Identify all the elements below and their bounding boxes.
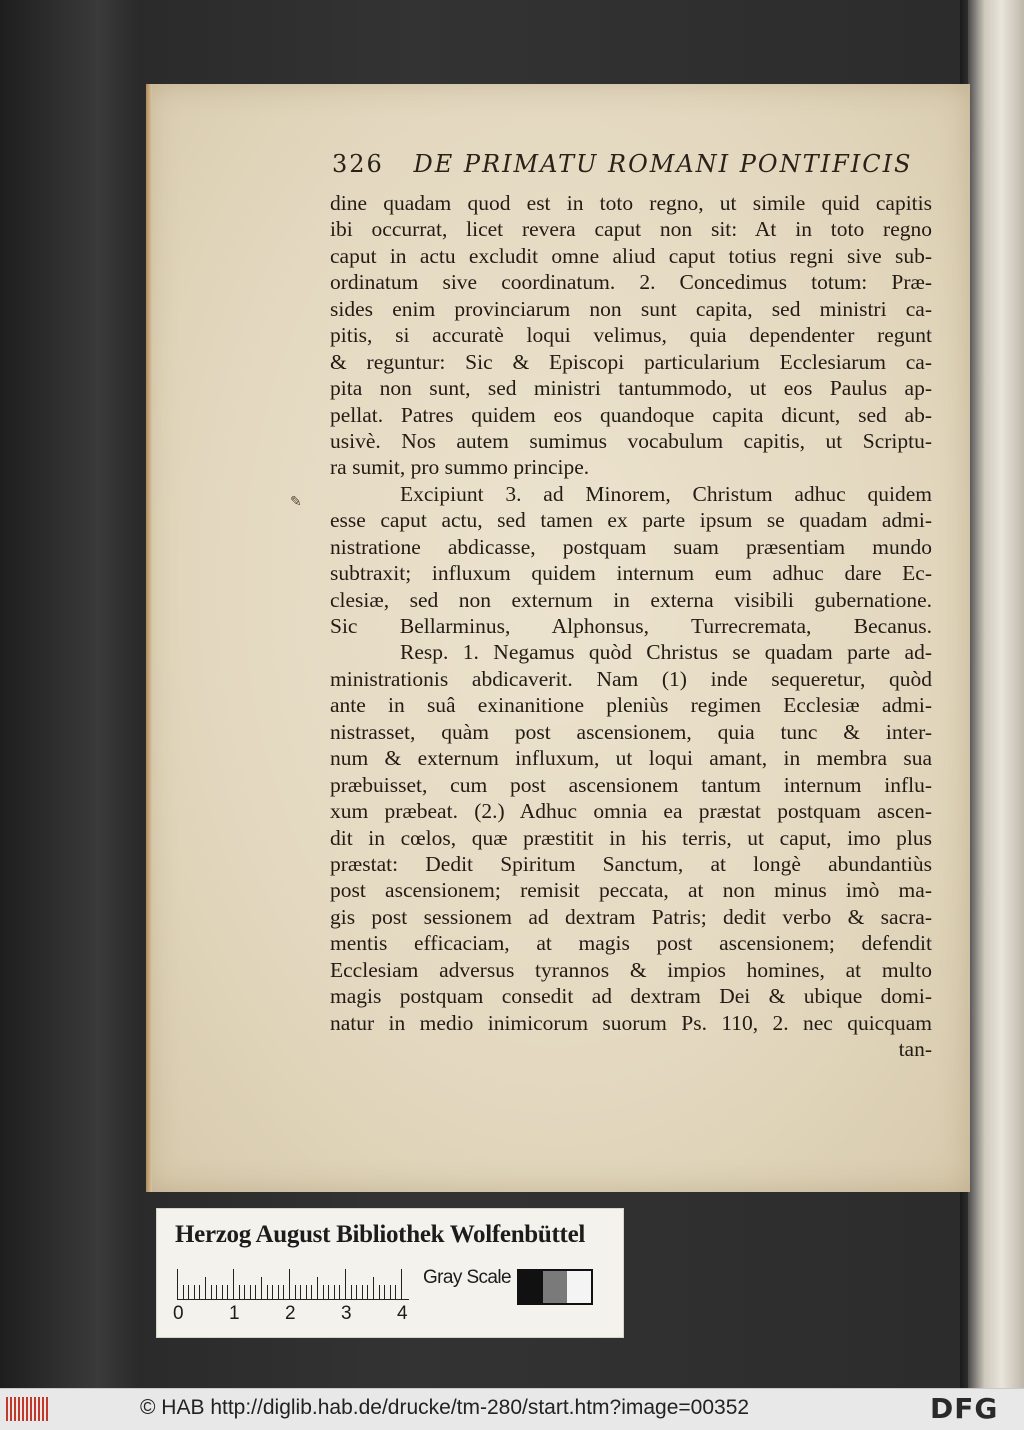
swatch-gray (543, 1271, 567, 1303)
ruler-number: 4 (397, 1303, 408, 1324)
text-line: pellat. Patres quidem eos quandoque capita dicunt, sed ab- (330, 402, 932, 427)
ruler-tick (401, 1269, 402, 1299)
ruler-tick (205, 1277, 206, 1299)
ruler-tick (183, 1285, 184, 1299)
catchword: tan- (898, 1037, 932, 1061)
text-line: sides enim provinciarum non sunt capita, sed ministri ca- (330, 296, 932, 321)
text-line: Ecclesiam adversus tyrannos & impios homines, at multo (330, 957, 932, 982)
ruler-tick (362, 1285, 363, 1299)
ruler-tick (367, 1285, 368, 1299)
text-line: ante in suâ exinanitione pleniùs regimen Ecclesiæ admi- (330, 693, 932, 718)
ruler-tick (177, 1269, 178, 1299)
ruler-tick (395, 1285, 396, 1299)
text-line: post ascensionem; remisit peccata, at non minus imò ma- (330, 878, 932, 903)
ruler-tick (328, 1285, 329, 1299)
text-line: pitis, si accuratè loqui velimus, quia dependenter regunt (330, 323, 932, 348)
barcode-bar (26, 1397, 28, 1421)
ruler-tick (345, 1269, 346, 1299)
dfg-logo: DFG (930, 1392, 999, 1425)
text-line: xum præbeat. (2.) Adhuc omnia ea præstat postquam ascen- (330, 799, 932, 824)
text-line: clesiæ, sed non externum in externa visibili gubernatione. (330, 587, 932, 612)
ruler-tick (351, 1285, 352, 1299)
text-line: mentis efficaciam, at magis post ascensionem; defendit (330, 931, 932, 956)
ruler-tick (323, 1285, 324, 1299)
swatch-white (567, 1271, 591, 1303)
text-line: dine quadam quod est in toto regno, ut simile quid capitis (330, 191, 932, 215)
page-left-edge (146, 84, 152, 1192)
ruler-tick (211, 1285, 212, 1299)
swatch-black (519, 1271, 543, 1303)
ruler-tick (317, 1277, 318, 1299)
barcode-bar (46, 1397, 48, 1421)
ruler-tick (194, 1285, 195, 1299)
ruler-tick (356, 1285, 357, 1299)
barcode-bar (30, 1397, 32, 1421)
ruler-tick (306, 1285, 307, 1299)
ruler-number: 2 (285, 1303, 296, 1324)
color-calibration-card (156, 1208, 624, 1338)
text-line: Sic Bellarminus, Alphonsus, Turrecremata, Becanus. (330, 614, 932, 638)
ruler-tick (244, 1285, 245, 1299)
text-line: caput in actu excludit omne aliud caput totius regni sive sub- (330, 243, 932, 268)
text-line: & reguntur: Sic & Episcopi particularium Ecclesiarum ca- (330, 349, 932, 374)
ruler-tick (339, 1285, 340, 1299)
text-line: ministrationis abdicaverit. Nam (1) inde sequeretur, quòd (330, 666, 932, 691)
text-line: ordinatum sive coordinatum. 2. Concedimus totum: Præ- (330, 270, 932, 295)
ruler-number: 3 (341, 1303, 352, 1324)
text-line: esse caput actu, sed tamen ex parte ipsum se quadam admi- (330, 508, 932, 533)
ruler-tick (239, 1285, 240, 1299)
ruler-tick (222, 1285, 223, 1299)
margin-mark-icon: ✎ (290, 494, 302, 510)
ruler-number: 0 (173, 1303, 184, 1324)
text-line: Excipiunt 3. ad Minorem, Christum adhuc quidem (400, 481, 932, 506)
barcode-bar (38, 1397, 40, 1421)
text-line: usivè. Nos autem sumimus vocabulum capitis, ut Scriptu- (330, 428, 932, 453)
text-line: Resp. 1. Negamus quòd Christus se quadam parte ad- (400, 640, 932, 665)
ruler-tick (233, 1269, 234, 1299)
ruler-tick (384, 1285, 385, 1299)
ruler-tick (390, 1285, 391, 1299)
text-line: magis postquam consedit ad dextram Dei & ubique domi- (330, 984, 932, 1009)
ruler-number: 1 (229, 1303, 240, 1324)
facing-page-edges (968, 0, 1024, 1388)
ruler-scale (177, 1265, 409, 1299)
text-line: pita non sunt, sed ministri tantummodo, ut eos Paulus ap- (330, 376, 932, 401)
ruler-tick (272, 1285, 273, 1299)
ruler-tick (250, 1285, 251, 1299)
ruler-tick (261, 1277, 262, 1299)
ruler-tick (267, 1285, 268, 1299)
ruler-baseline (177, 1299, 409, 1300)
barcode-bar (18, 1397, 20, 1421)
ruler-tick (300, 1285, 301, 1299)
text-line: nistratione abdicasse, postquam suam præsentiam mundo (330, 534, 932, 559)
institution-name: Herzog August Bibliothek Wolfenbüttel (175, 1221, 586, 1248)
text-line: ibi occurrat, licet revera caput non sit: At in toto regno (330, 217, 932, 242)
ruler-tick (289, 1269, 290, 1299)
ruler-tick (227, 1285, 228, 1299)
barcode-bar (10, 1397, 12, 1421)
copyright-link[interactable]: © HAB http://diglib.hab.de/drucke/tm-280/start.htm?image=00352 (140, 1396, 750, 1419)
barcode-bar (34, 1397, 36, 1421)
barcode-bar (42, 1397, 44, 1421)
barcode-icon (6, 1397, 48, 1421)
ruler-tick (199, 1285, 200, 1299)
ruler-tick (373, 1277, 374, 1299)
text-line: gis post sessionem ad dextram Patris; dedit verbo & sacra- (330, 904, 932, 929)
ruler-tick (216, 1285, 217, 1299)
text-line: subtraxit; influxum quidem internum eum adhuc dare Ec- (330, 561, 932, 586)
ruler-tick (295, 1285, 296, 1299)
page-number: 326 (332, 150, 384, 178)
barcode-bar (22, 1397, 24, 1421)
text-line: dit in cœlos, quæ præstitit in his terris, ut caput, imo plus (330, 825, 932, 850)
text-line: ra sumit, pro summo principe. (330, 455, 590, 480)
text-line: præstat: Dedit Spiritum Sanctum, at longè abundantiùs (330, 851, 932, 876)
gray-scale-swatches (517, 1269, 593, 1305)
text-line: natur in medio inimicorum suorum Ps. 110, 2. nec quicquam (330, 1010, 932, 1035)
ruler-tick (188, 1285, 189, 1299)
barcode-bar (14, 1397, 16, 1421)
gray-scale-label: Gray Scale (423, 1267, 511, 1288)
footer-bar (0, 1388, 1024, 1430)
running-title: DE PRIMATU ROMANI PONTIFICIS (413, 150, 913, 178)
ruler-tick (311, 1285, 312, 1299)
text-line: num & externum influxum, ut loqui amant, in membra sua (330, 746, 932, 771)
ruler-tick (255, 1285, 256, 1299)
page-body-text (330, 190, 932, 1062)
ruler-tick (278, 1285, 279, 1299)
ruler-tick (283, 1285, 284, 1299)
book-spine-shadow (0, 0, 140, 1388)
ruler-tick (379, 1285, 380, 1299)
ruler-tick (334, 1285, 335, 1299)
running-head (332, 150, 913, 186)
text-line: nistrasset, quàm post ascensionem, quia tunc & inter- (330, 719, 932, 744)
barcode-bar (6, 1397, 8, 1421)
text-line: præbuisset, cum post ascensionem tantum internum influ- (330, 772, 932, 797)
